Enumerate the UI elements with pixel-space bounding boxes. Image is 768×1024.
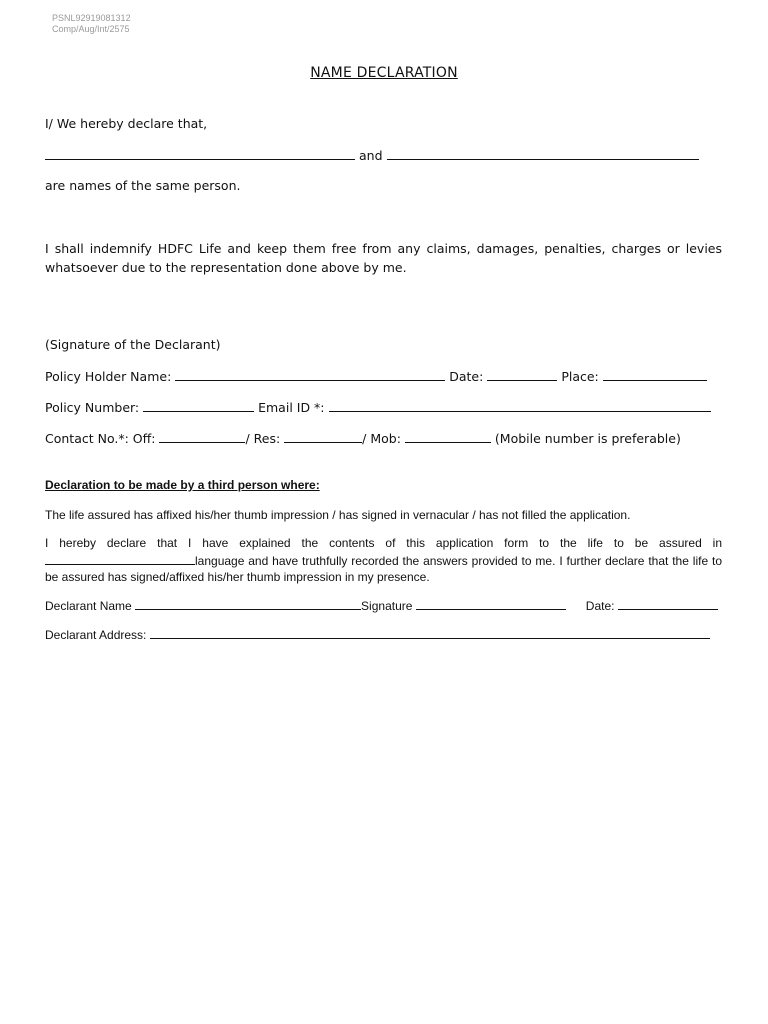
reference-code — [52, 13, 131, 35]
place-label: Place: — [561, 369, 599, 384]
statement-part-1: I hereby declare that I have explained the contents of this application form to the life to be assured in — [45, 536, 722, 550]
place-field[interactable] — [603, 368, 707, 381]
mobile-phone-field[interactable] — [405, 430, 491, 443]
third-person-heading: Declaration to be made by a third person where: — [45, 478, 320, 492]
declarant-date-field[interactable] — [618, 597, 718, 610]
second-name-blank[interactable] — [387, 147, 699, 160]
declarant-name-label: Declarant Name — [45, 599, 132, 613]
statement-part-2: language and have truthfully recorded the answers provided to me. I further declare that the life to be assured has signed/affixed his/her thumb impression in my presence. — [45, 553, 722, 584]
declarant-row — [45, 597, 718, 614]
policy-number-label: Policy Number: — [45, 400, 140, 415]
date-field[interactable] — [487, 368, 557, 381]
names-row — [45, 147, 699, 164]
same-person-text: are names of the same person. — [45, 178, 241, 193]
policy-number-field[interactable] — [143, 399, 254, 412]
mob-label: / Mob: — [362, 431, 401, 446]
declarant-signature-label: Signature — [361, 599, 413, 613]
language-field[interactable] — [45, 552, 195, 565]
declarant-address-label: Declarant Address: — [45, 628, 147, 642]
indemnify-text: I shall indemnify HDFC Life and keep them free from any claims, damages, penalties, charges or levies whatsoever due to the representation done above by me. — [45, 241, 722, 275]
office-phone-field[interactable] — [159, 430, 245, 443]
policy-holder-row — [45, 368, 707, 385]
res-label: / Res: — [245, 431, 281, 446]
mobile-note: (Mobile number is preferable) — [494, 431, 681, 446]
contact-label: Contact No.*: Off: — [45, 431, 156, 446]
email-label: Email ID *: — [258, 400, 325, 415]
page-title: NAME DECLARATION — [310, 65, 458, 81]
declarant-name-field[interactable] — [135, 597, 361, 610]
policy-holder-name-label: Policy Holder Name: — [45, 369, 172, 384]
reference-line-2: Comp/Aug/Int/2575 — [52, 24, 130, 34]
and-word: and — [358, 148, 383, 163]
declarant-date-label: Date: — [585, 599, 615, 613]
reference-line-1: PSNL92919081312 — [52, 13, 131, 23]
policy-number-row — [45, 399, 711, 416]
declarant-address-row — [45, 626, 710, 643]
signature-label: (Signature of the Declarant) — [45, 337, 221, 352]
date-label: Date: — [449, 369, 484, 384]
third-person-condition: The life assured has affixed his/her thumb impression / has signed in vernacular / has not filled the application. — [45, 508, 631, 522]
email-field[interactable] — [329, 399, 711, 412]
residence-phone-field[interactable] — [284, 430, 362, 443]
policy-holder-name-field[interactable] — [175, 368, 445, 381]
declarant-address-field[interactable] — [150, 626, 710, 639]
third-person-statement — [45, 535, 722, 586]
declarant-signature-field[interactable] — [416, 597, 566, 610]
first-name-blank[interactable] — [45, 147, 355, 160]
contact-row — [45, 430, 681, 447]
declare-intro: I/ We hereby declare that, — [45, 116, 208, 131]
